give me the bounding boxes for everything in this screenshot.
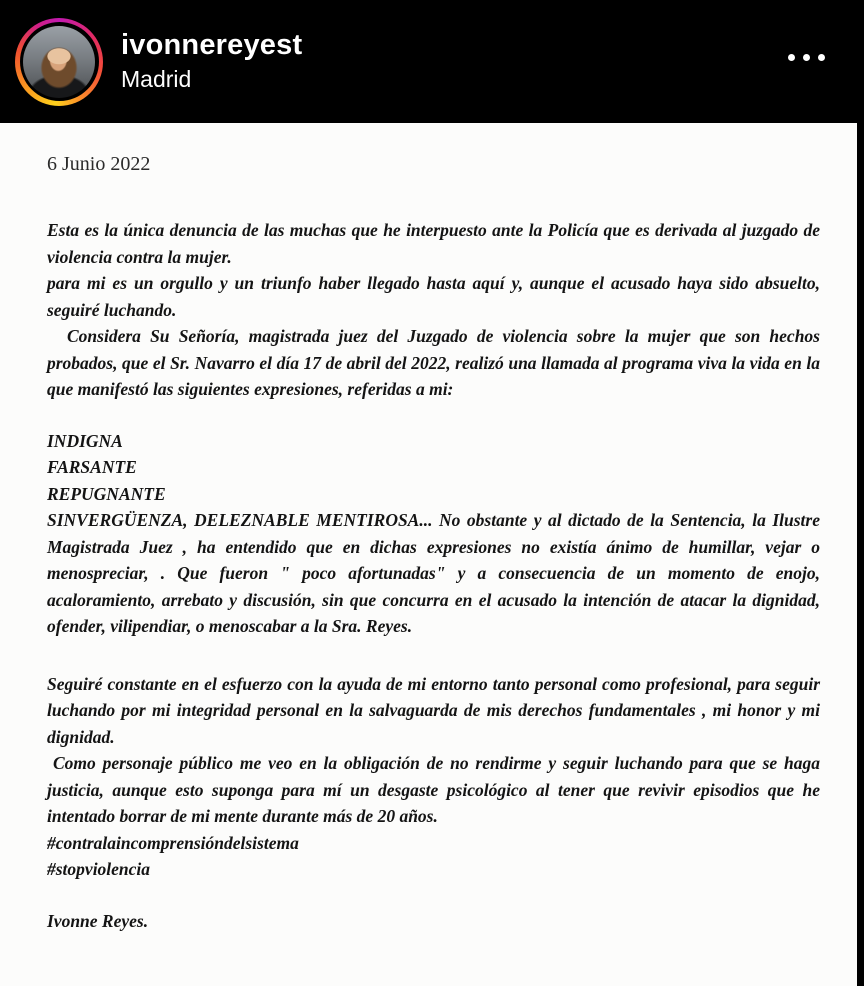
shout-line: REPUGNANTE bbox=[47, 483, 166, 504]
document-paragraph: Como personaje público me veo en la obligación de no rendirme y seguir luchando para que se haga justicia, aunque esto suponga para mí un desgaste psicológico al tener que revivir episodios que he intentado borrar de mi mente durante más de 20 años. bbox=[47, 753, 820, 826]
hashtag-line: #contralaincomprensióndelsistema bbox=[47, 832, 299, 853]
document-paragraph: SINVERGÜENZA, DELEZNABLE MENTIROSA... No obstante y al dictado de la Sentencia, la Ilustre Magistrada Juez , ha entendido que en dichas expresiones no existía ánimo de humillar, vejar o menospreciar, . Que fueron " poco afortunadas" y a consecuencia de un momento de enojo, acaloramiento, arrebato y discusión, sin que concurra en el acusado la intención de atacar la dignidad, ofender, vilipendiar, o menoscabar a la Sra. Reyes. bbox=[47, 510, 820, 636]
hashtag-line: #stopviolencia bbox=[47, 859, 151, 879]
signature: Ivonne Reyes. bbox=[47, 910, 149, 931]
document-date: 6 Junio 2022 bbox=[47, 153, 151, 175]
ellipsis-icon bbox=[788, 54, 795, 61]
post-media-document[interactable] bbox=[0, 123, 857, 986]
shout-line: INDIGNA bbox=[47, 430, 123, 451]
document-paragraph: Seguiré constante en el esfuerzo con la ayuda de mi entorno tanto personal como profesional, para seguir luchando por mi integridad personal en la salvaguarda de mis derechos fundamentales , mi honor y mi dignidad. bbox=[47, 673, 820, 747]
header-text bbox=[121, 30, 302, 92]
document-paragraph: Considera Su Señoría, magistrada juez del Juzgado de violencia sobre la mujer que son hechos probados, que el Sr. Navarro el día 17 de abril del 2022, realizó una llamada al programa viva la vida en la que manifestó las siguientes expresiones, referidas a mi: bbox=[47, 326, 820, 399]
profile-photo bbox=[23, 26, 95, 98]
username[interactable]: ivonnereyest bbox=[121, 29, 303, 62]
location-link[interactable]: Madrid bbox=[121, 66, 192, 93]
more-options-button[interactable] bbox=[786, 48, 827, 67]
document-paragraph: Esta es la única denuncia de las muchas que he interpuesto ante la Policía que es derivada al juzgado de violencia contra la mujer. bbox=[47, 220, 820, 267]
ellipsis-icon bbox=[818, 54, 825, 61]
profile-avatar[interactable] bbox=[15, 18, 103, 106]
post-header bbox=[0, 0, 864, 123]
shout-line: FARSANTE bbox=[47, 457, 137, 477]
ellipsis-icon bbox=[803, 54, 810, 61]
story-ring-gap bbox=[20, 22, 99, 101]
document-paragraph: para mi es un orgullo y un triunfo haber llegado hasta aquí y, aunque el acusado haya sido absuelto, seguiré luchando. bbox=[47, 273, 820, 320]
